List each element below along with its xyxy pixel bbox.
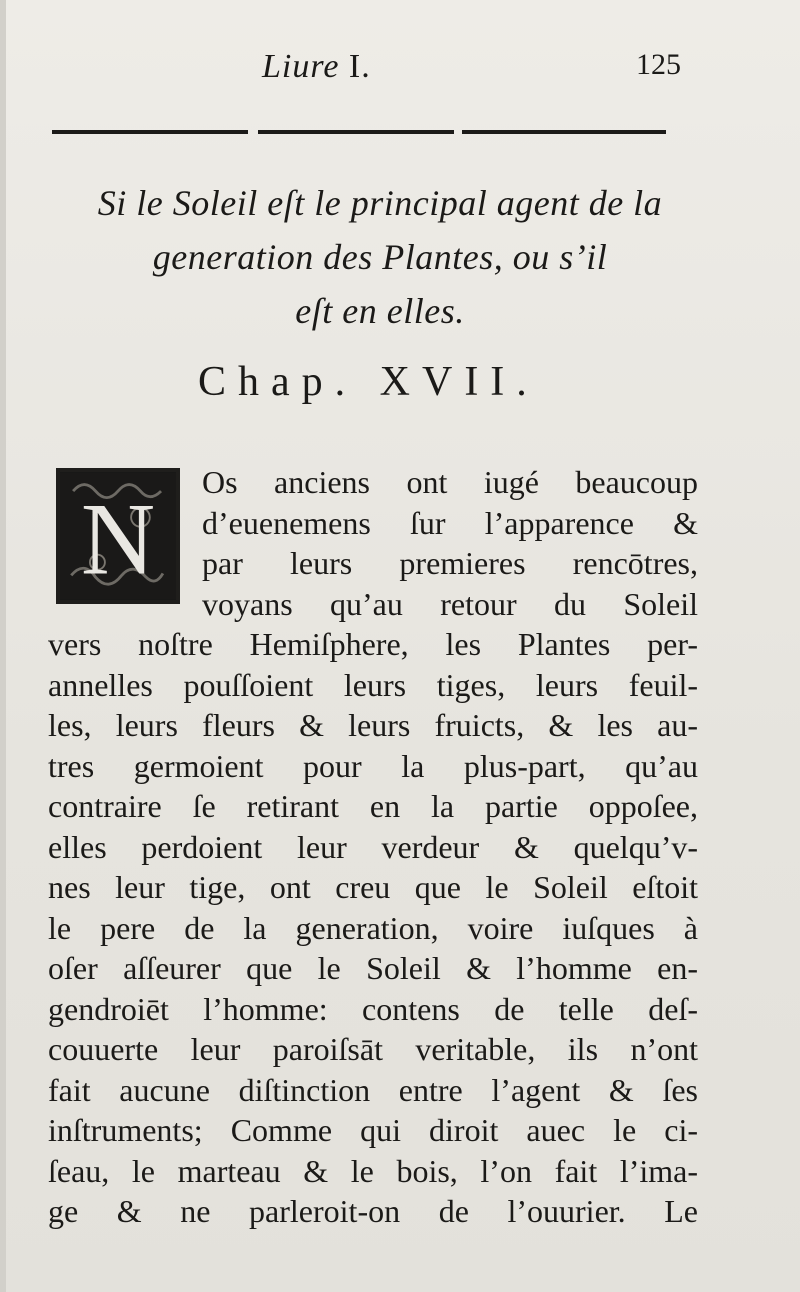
text-line: par leurs premieres rencōtres, (202, 545, 698, 581)
chapter-heading-line: generation des Plantes, ou s’il (152, 237, 608, 277)
text-line: tres germoient pour la plus-part, qu’au (48, 747, 698, 784)
header-rule-middle (258, 130, 454, 134)
running-head (0, 48, 800, 98)
text-line: ge & ne parleroit-on de l’ouurier. Le (48, 1193, 698, 1229)
header-rule-left (52, 130, 248, 134)
initial-letter: N (80, 482, 156, 597)
chapter-number: Chap. XVII. (198, 359, 539, 405)
text-line: contraire ſe retirant en la partie oppoſee, (48, 788, 698, 824)
text-line: oſer aſſeurer que le Soleil & l’homme en- (48, 950, 698, 986)
body-text (48, 462, 698, 1232)
text-line: gendroiēt l’homme: contens de telle deſ- (48, 990, 698, 1027)
text-line: vers noſtre Hemiſphere, les Plantes per- (48, 626, 698, 662)
text-line: le pere de la generation, voire iuſques à (48, 909, 698, 946)
text-line: les, leurs fleurs & leurs fruicts, & les au- (48, 707, 698, 743)
chapter-heading-line: eſt en elles. (295, 291, 465, 331)
running-head-title (262, 48, 371, 86)
text-line: ſeau, le marteau & le bois, l’on fait l’ima- (48, 1152, 698, 1189)
running-head-book-number: I. (348, 48, 371, 85)
header-rule-right (462, 130, 666, 134)
running-head-book-label: Liure (262, 48, 340, 85)
text-line: annelles pouſſoient leurs tiges, leurs feuil- (48, 666, 698, 703)
text-line: inſtruments; Comme qui diroit auec le ci- (48, 1112, 698, 1148)
chapter-heading (30, 176, 730, 338)
page-number: 125 (636, 48, 681, 81)
text-line: d’euenemens ſur l’apparence & (202, 504, 698, 541)
text-line: elles perdoient leur verdeur & quelqu’v- (48, 828, 698, 865)
text-line: Os anciens ont iugé beaucoup (202, 464, 698, 500)
chapter-heading-line: Si le Soleil eſt le principal agent de la (97, 183, 663, 223)
text-line: fait aucune diſtinction entre l’agent & ſes (48, 1071, 698, 1108)
text-line: voyans qu’au retour du Soleil (202, 585, 698, 622)
text-line: couuerte leur paroiſsāt veritable, ils n’ont (48, 1031, 698, 1067)
text-line: nes leur tige, ont creu que le Soleil eſtoit (48, 869, 698, 905)
page-edge-shadow (0, 0, 6, 1292)
